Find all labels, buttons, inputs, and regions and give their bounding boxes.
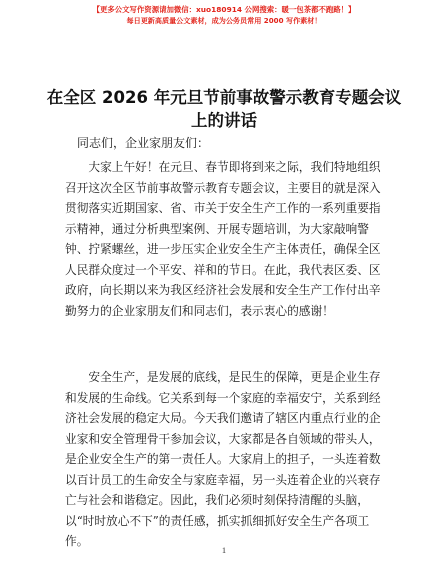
- text-line: 人民群众度过一个平安、祥和的节日。在此，我代表区委、区: [65, 262, 381, 277]
- promo-banner-line-2: 每日更新高质量公文素材，成为公务员常用 2000 写作素材！: [126, 16, 322, 25]
- text-line: 济社会发展的稳定大局。今天我们邀请了辖区内重点行业的企: [65, 411, 381, 425]
- text-line: 和发展的生命线。它关系到每一个家庭的幸福安宁，关系到经: [65, 390, 381, 405]
- document-title-line-1: 在全区 2026 年元旦节前事故警示教育专题会议: [46, 88, 402, 107]
- text-line: 亡与社会和谐稳定。因此，我们必须时刻保持清醒的头脑，: [65, 493, 369, 507]
- page-number: 1: [221, 545, 227, 555]
- text-line: 安全生产，是发展的底线，是民生的保障，更是企业生存: [65, 370, 381, 384]
- salutation: 同志们，企业家朋友们：: [77, 136, 210, 150]
- text-line: 以百计员工的生命安全与家庭幸福，另一头连着企业的兴衰存: [65, 472, 381, 487]
- text-line: 大家上午好！在元旦、春节即将到来之际，我们特地组织: [65, 160, 381, 174]
- text-line: 政府，向长期以来为我区经济社会发展和安全生产工作付出辛: [65, 283, 381, 297]
- text-line: 召开这次全区节前事故警示教育专题会议，主要目的就是深入: [65, 180, 381, 195]
- text-line: 业家和安全管理骨干参加会议，大家都是各自领域的带头人，: [65, 431, 381, 446]
- text-line: 作。: [65, 534, 89, 548]
- paragraph-opening: [65, 157, 389, 321]
- promo-banner: [0, 4, 448, 26]
- text-line: 贯彻落实近期国家、省、市关于安全生产工作的一系列重要指: [65, 201, 381, 215]
- text-line: 是企业安全生产的第一责任人。大家肩上的担子，一头连着数: [65, 452, 381, 466]
- document-title-line-2: 上的讲话: [191, 111, 257, 130]
- text-line: 示精神，通过分析典型案例、开展专题培训，为大家敲响警: [65, 221, 369, 236]
- text-line: 以“时时放心不下”的责任感，抓实抓细抓好安全生产各项工: [65, 513, 370, 528]
- document-title: [40, 86, 408, 132]
- text-line: 勤努力的企业家朋友们和同志们，表示衷心的感谢！: [65, 303, 334, 318]
- paragraph-safety: [65, 367, 389, 552]
- text-line: 钟、拧紧螺丝，进一步压实企业安全生产主体责任，确保全区: [65, 242, 381, 256]
- promo-banner-line-1: 【更多公文写作资源请加微信：xuo180914 公网搜索：暖一包茶都不跑路！】: [92, 5, 356, 14]
